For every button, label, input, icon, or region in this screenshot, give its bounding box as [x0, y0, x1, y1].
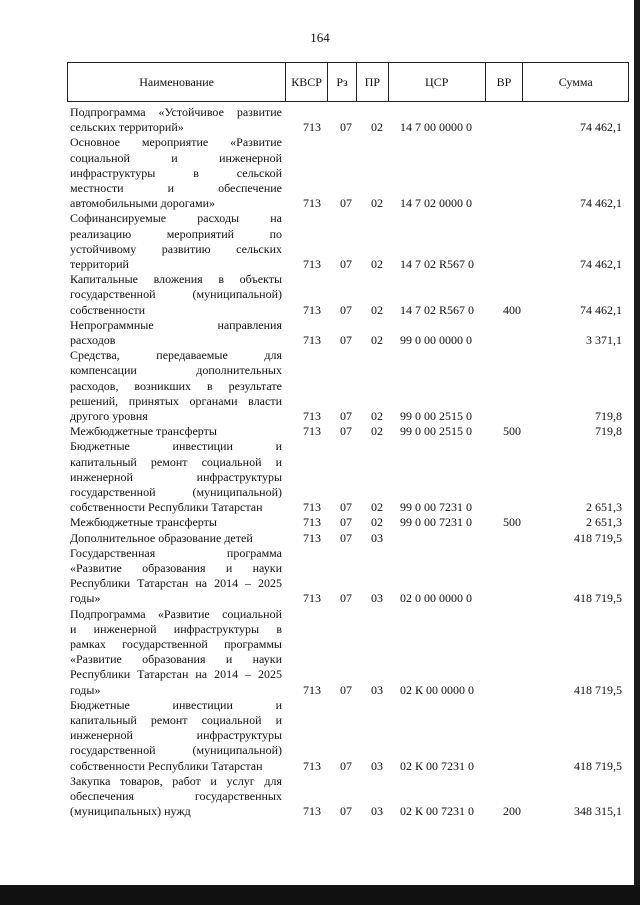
row-name-line: реализацию мероприятий по — [70, 226, 282, 241]
table-row — [0, 424, 640, 439]
row-vr: 400 — [503, 302, 521, 317]
row-name — [70, 135, 282, 211]
row-csr: 14 7 00 0000 0 — [400, 120, 472, 135]
row-sum: 2 651,3 — [586, 515, 622, 530]
row-name-line: собственности Республики Татарстан — [70, 500, 263, 515]
row-csr: 99 0 00 2515 0 — [400, 408, 472, 423]
table-row — [0, 135, 640, 211]
row-pr: 02 — [371, 302, 383, 317]
row-sum: 418 719,5 — [574, 591, 622, 606]
table-row — [0, 211, 640, 272]
row-rz: 07 — [340, 424, 352, 439]
table-row — [0, 607, 640, 698]
row-name-line: Подпрограмма «Устойчивое развитие — [70, 105, 282, 119]
row-sum: 74 462,1 — [580, 196, 622, 211]
row-name-line: Межбюджетные трансферты — [70, 515, 217, 530]
row-csr: 99 0 00 7231 0 — [400, 500, 472, 515]
row-csr: 99 0 00 7231 0 — [400, 515, 472, 530]
row-name-line: Софинансируемые расходы на — [70, 211, 282, 226]
row-kvsr: 713 — [303, 682, 321, 697]
row-sum: 74 462,1 — [580, 120, 622, 135]
row-csr: 02 К 00 7231 0 — [400, 758, 475, 773]
row-name-line: устойчивому развитию сельских — [70, 241, 282, 256]
row-sum: 418 719,5 — [574, 530, 622, 545]
row-kvsr: 713 — [303, 515, 321, 530]
row-csr: 02 К 00 0000 0 — [400, 682, 475, 697]
row-pr: 02 — [371, 256, 383, 271]
table-row — [0, 348, 640, 424]
row-name-line: инженерной инфраструктуры — [70, 728, 282, 743]
row-csr: 02 0 00 0000 0 — [400, 591, 472, 606]
row-kvsr: 713 — [303, 530, 321, 545]
row-name-line: Республики Татарстан на 2014 – 2025 — [70, 576, 282, 591]
row-name-line: территорий — [70, 257, 129, 271]
row-name-line: инфраструктуры в сельской — [70, 165, 282, 180]
row-name-line: сельских территорий» — [70, 120, 184, 135]
row-sum: 74 462,1 — [580, 256, 622, 271]
row-kvsr: 713 — [303, 256, 321, 271]
row-pr: 02 — [371, 332, 383, 347]
scan-border-right — [634, 0, 640, 905]
row-vr: 200 — [503, 804, 521, 819]
row-name-line: собственности — [70, 302, 146, 317]
table-row — [0, 531, 640, 546]
row-name — [70, 531, 282, 546]
row-kvsr: 713 — [303, 758, 321, 773]
row-csr: 14 7 02 R567 0 — [400, 302, 475, 317]
row-name-line: Дополнительное образование детей — [70, 530, 253, 545]
row-pr: 03 — [371, 804, 383, 819]
row-name-line: Непрограммные направления — [70, 317, 282, 332]
row-name-line: инженерной инфраструктуры — [70, 469, 282, 484]
row-name-line: Государственная программа — [70, 545, 282, 560]
row-csr: 99 0 00 2515 0 — [400, 424, 472, 439]
row-sum: 719,8 — [595, 408, 622, 423]
row-name — [70, 546, 282, 607]
row-csr: 02 К 00 7231 0 — [400, 804, 475, 819]
row-name-line: расходов — [70, 333, 116, 347]
header-name: Наименование — [68, 63, 286, 101]
header-rz: Рз — [328, 63, 357, 101]
row-name-line: государственной (муниципальной) — [70, 287, 282, 302]
row-sum: 74 462,1 — [580, 302, 622, 317]
row-pr: 03 — [371, 682, 383, 697]
row-name-line: решений, принятых органами власти — [70, 393, 282, 408]
row-name-line: «Развитие образования и науки — [70, 652, 282, 667]
row-sum: 719,8 — [595, 424, 622, 439]
row-vr: 500 — [503, 424, 521, 439]
row-csr: 14 7 02 R567 0 — [400, 256, 475, 271]
row-rz: 07 — [340, 408, 352, 423]
row-name-line: местности и обеспечение — [70, 181, 282, 195]
row-name-line: расходов, возникших в результате — [70, 378, 282, 393]
row-name — [70, 348, 282, 424]
row-name-line: собственности Республики Татарстан — [70, 758, 263, 773]
row-name-line: компенсации дополнительных — [70, 363, 282, 378]
row-name — [70, 105, 282, 135]
row-rz: 07 — [340, 256, 352, 271]
table-row — [0, 318, 640, 348]
row-kvsr: 713 — [303, 591, 321, 606]
header-sum: Сумма — [558, 74, 593, 89]
row-name-line: другого уровня — [70, 409, 148, 423]
scan-border-bottom — [0, 885, 640, 905]
row-name-line: Средства, передаваемые для — [70, 348, 282, 363]
row-rz: 07 — [340, 196, 352, 211]
row-rz: 07 — [340, 500, 352, 515]
row-kvsr: 713 — [303, 196, 321, 211]
row-name-line: Основное мероприятие «Развитие — [70, 135, 282, 150]
row-name-line: государственной (муниципальной) — [70, 485, 282, 499]
row-name-line: автомобильными дорогами» — [70, 196, 216, 211]
table-row — [0, 439, 640, 515]
row-pr: 03 — [371, 591, 383, 606]
header-pr: ПР — [357, 63, 389, 101]
row-name-line: и инженерной инфраструктуры в — [70, 621, 282, 636]
row-csr: 14 7 02 0000 0 — [400, 196, 472, 211]
table-row — [0, 515, 640, 530]
row-name — [70, 318, 282, 348]
row-name-line: Бюджетные инвестиции и — [70, 439, 282, 454]
row-pr: 02 — [371, 515, 383, 530]
row-kvsr: 713 — [303, 302, 321, 317]
row-pr: 02 — [371, 196, 383, 211]
row-sum: 2 651,3 — [586, 500, 622, 515]
row-rz: 07 — [340, 120, 352, 135]
row-pr: 02 — [371, 424, 383, 439]
row-name-line: «Развитие образования и науки — [70, 561, 282, 575]
row-rz: 07 — [340, 758, 352, 773]
row-kvsr: 713 — [303, 332, 321, 347]
row-name-line: Республики Татарстан на 2014 – 2025 — [70, 667, 282, 682]
row-csr: 99 0 00 0000 0 — [400, 332, 472, 347]
row-name-line: социальной и инженерной — [70, 150, 282, 165]
row-vr: 500 — [503, 515, 521, 530]
row-name-line: капитальный ремонт социальной и — [70, 454, 282, 469]
row-rz: 07 — [340, 332, 352, 347]
row-name — [70, 211, 282, 272]
row-sum: 418 719,5 — [574, 682, 622, 697]
row-sum: 3 371,1 — [586, 332, 622, 347]
table-row — [0, 698, 640, 774]
row-name-line: государственной (муниципальной) — [70, 743, 282, 758]
page-number: 164 — [310, 30, 330, 45]
table-row — [0, 774, 640, 820]
row-rz: 07 — [340, 302, 352, 317]
row-name — [70, 698, 282, 774]
row-name — [70, 272, 282, 318]
row-kvsr: 713 — [303, 120, 321, 135]
row-name-line: (муниципальных) нужд — [70, 804, 191, 819]
row-pr: 02 — [371, 120, 383, 135]
table-row — [0, 105, 640, 135]
header-kvsr: КВСР — [286, 63, 328, 101]
table-header — [67, 62, 629, 102]
header-vr: ВР — [486, 63, 524, 101]
row-pr: 02 — [371, 408, 383, 423]
row-sum: 348 315,1 — [574, 804, 622, 819]
row-rz: 07 — [340, 530, 352, 545]
row-rz: 07 — [340, 591, 352, 606]
row-name-line: Бюджетные инвестиции и — [70, 697, 282, 712]
table-row — [0, 546, 640, 607]
row-name-line: обеспечения государственных — [70, 789, 282, 803]
row-pr: 02 — [371, 500, 383, 515]
row-pr: 03 — [371, 758, 383, 773]
row-name-line: Межбюджетные трансферты — [70, 424, 217, 439]
row-name — [70, 515, 282, 530]
row-name-line: годы» — [70, 591, 101, 606]
row-name-line: Подпрограмма «Развитие социальной — [70, 606, 282, 621]
row-rz: 07 — [340, 515, 352, 530]
row-rz: 07 — [340, 682, 352, 697]
row-name — [70, 607, 282, 698]
row-name-line: капитальный ремонт социальной и — [70, 713, 282, 727]
row-name — [70, 439, 282, 515]
row-name-line: годы» — [70, 682, 101, 697]
row-name — [70, 774, 282, 820]
row-kvsr: 713 — [303, 804, 321, 819]
row-name-line: Закупка товаров, работ и услуг для — [70, 773, 282, 788]
row-name-line: Капитальные вложения в объекты — [70, 272, 282, 287]
row-name-line: рамках государственной программы — [70, 637, 282, 651]
table-row — [0, 272, 640, 318]
row-kvsr: 713 — [303, 500, 321, 515]
row-kvsr: 713 — [303, 408, 321, 423]
row-name — [70, 424, 282, 439]
row-sum: 418 719,5 — [574, 758, 622, 773]
header-csr: ЦСР — [389, 63, 486, 101]
row-kvsr: 713 — [303, 424, 321, 439]
row-pr: 03 — [371, 530, 383, 545]
row-rz: 07 — [340, 804, 352, 819]
